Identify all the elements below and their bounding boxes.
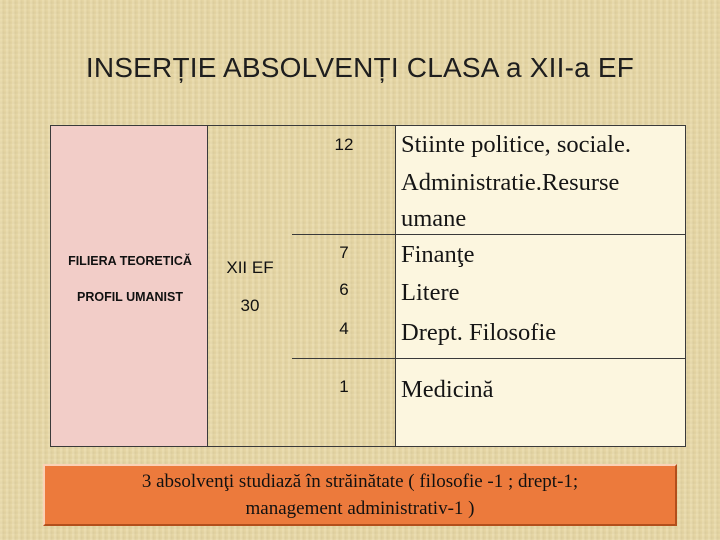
specialization-text: Drept. Filosofie [401, 319, 557, 346]
row-divider [292, 234, 395, 235]
specialization-text: Administratie.Resurse [401, 169, 620, 196]
page-title: INSERȚIE ABSOLVENȚI CLASA a XII-a EF [85, 52, 635, 83]
filiera-label: FILIERA TEORETICĂ [68, 254, 192, 268]
count-value: 1 [339, 377, 349, 396]
note-line: management administrativ-1 ) [245, 498, 475, 519]
count-column [292, 125, 396, 447]
row-divider [396, 234, 685, 235]
count-value: 12 [334, 135, 354, 154]
class-cell [208, 125, 292, 447]
profile-cell [50, 125, 208, 447]
count-value: 4 [339, 319, 349, 338]
row-divider [292, 358, 395, 359]
specialization-column [396, 125, 686, 447]
specialization-text: Medicină [401, 376, 494, 403]
profile-label: PROFIL UMANIST [76, 290, 184, 304]
abroad-note [43, 464, 677, 526]
class-total: 30 [240, 296, 260, 315]
count-value: 7 [339, 243, 349, 262]
specialization-text: Stiinte politice, sociale. [401, 131, 631, 158]
specialization-text: Litere [401, 279, 460, 306]
count-value: 6 [339, 280, 349, 299]
class-name: XII EF [226, 258, 274, 277]
row-divider [396, 358, 685, 359]
specialization-text: Finanţe [401, 241, 475, 268]
graduates-table [50, 125, 686, 447]
note-line: 3 absolvenţi studiază în străinătate ( filosofie -1 ; drept-1; [141, 471, 579, 492]
specialization-text: umane [401, 205, 467, 232]
